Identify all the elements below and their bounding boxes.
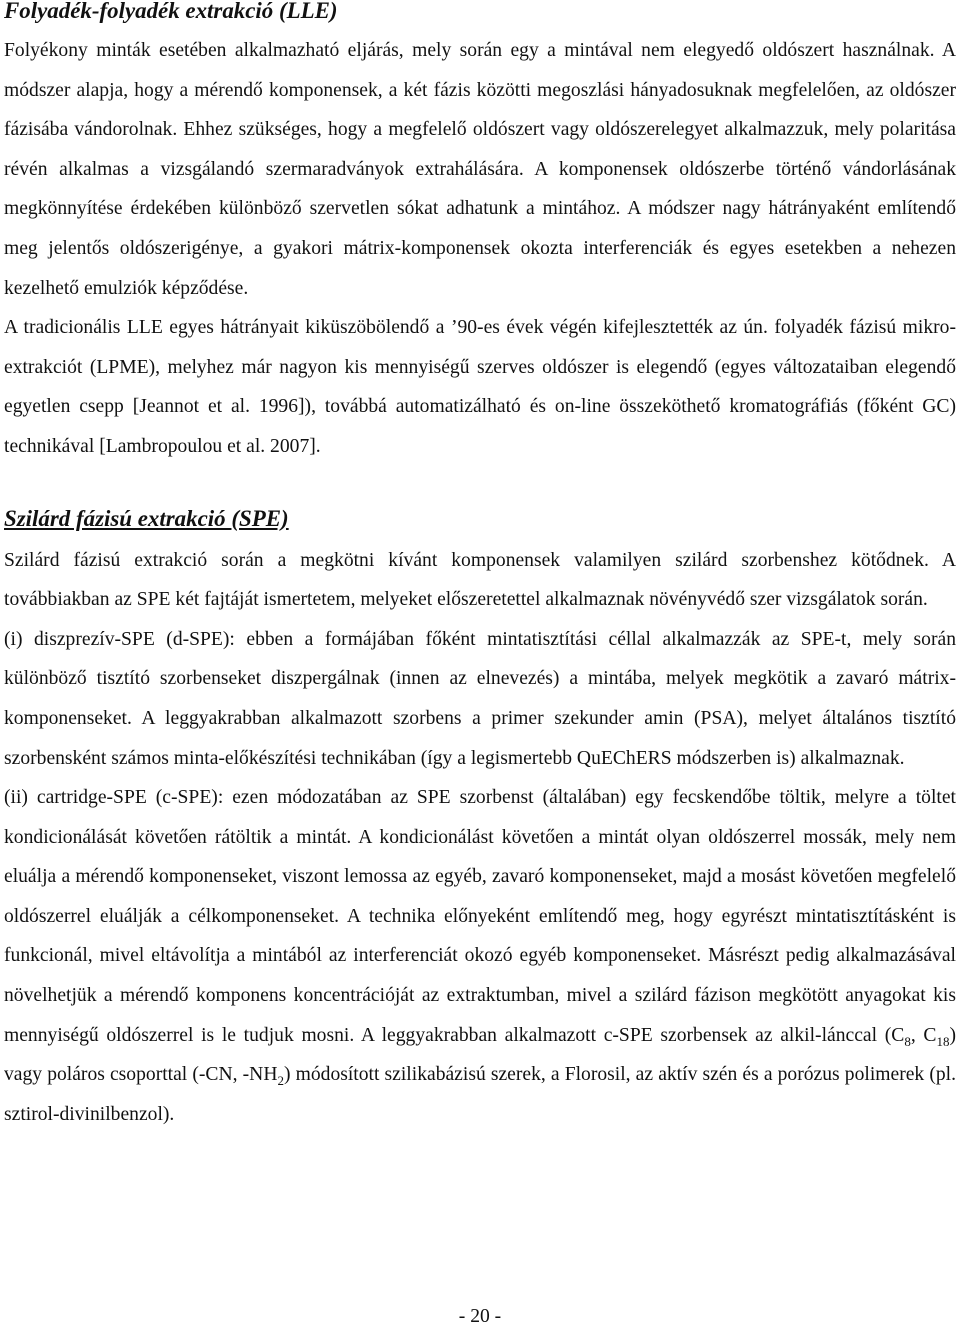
paragraph-spe-cspe: [4, 778, 956, 1134]
page-number: - 20 -: [458, 1306, 502, 1327]
paragraph-lle-1: Folyékony minták esetében alkalmazható eljárás, mely során egy a mintával nem elegyedő oldószert használnak. A módszer alapja, hogy a mérendő komponensek, a két fázis közötti megoszlási hányadosuknak megfelelően, az oldószer fázisába vándorolnak. Ehhez szükséges, hogy a megfelelő oldószert vagy oldószerelegyet alkalmazzuk, mely polaritása révén alkalmas a vizsgálandó szermaradványok extrahálására. A komponensek oldószerbe történő vándorlásának megkönnyítése érdekében különböző szervetlen sókat adhatunk a mintához. A módszer nagy hátrányaként említendő meg jelentős oldószerigénye, a gyakori mátrix-komponensek okozta interferenciák és egyes esetekben a nehezen kezelhető emulziók képződése.: [4, 40, 956, 299]
section-heading-spe: Szilárd fázisú extrakció (SPE): [4, 505, 289, 531]
subscript-18: 18: [936, 1033, 950, 1049]
paragraph-spe-1: Szilárd fázisú extrakció során a megkötni kívánt komponensek valamilyen szilárd szorbenshez kötődnek. A továbbiakban az SPE két fajtáját ismertetem, melyeket előszeretettel alkalmaznak növényvédő szer vizsgálatok során.: [4, 549, 956, 611]
subscript-8: 8: [904, 1033, 911, 1049]
section-body-spe: [4, 541, 956, 1135]
chem-text-mid1: , C: [910, 1024, 937, 1046]
paragraph-spe-dspe: (i) diszprezív-SPE (d-SPE): ebben a formájában főként mintatisztítási céllal alkalmazzák az SPE-t, mely során különböző tisztító szorbenseket diszpergálnak (innen az elnevezés) a mintába, melyek megkötik a zavaró mátrix-komponenseket. A leggyakrabban alkalmazott szorbens a primer szekunder amin (PSA), melyet általános tisztító szorbensként számos minta-előkészítési technikában (így a legismertebb QuEChERS módszerben is) alkalmaznak.: [4, 628, 956, 769]
subscript-2: 2: [277, 1073, 284, 1089]
chem-text-suffix: ) módosított szilikabázisú szerek, a Florosil, az aktív szén és a porózus polimerek (pl. sztirol-divinilbenzol).: [4, 1064, 956, 1125]
document-page: [4, 0, 956, 1134]
chem-text-prefix: lánccal (C: [821, 1024, 905, 1046]
section-heading-lle: Folyadék-folyadék extrakció (LLE): [4, 0, 338, 23]
chem-text-mid2: ) vagy poláros csoporttal (-CN, -NH: [4, 1024, 957, 1086]
section-body-lle: [4, 31, 956, 467]
paragraph-spe-cspe-text: (ii) cartridge-SPE (c-SPE): ezen módozatában az SPE szorbenst (általában) egy fecskendőbe töltik, melyre a töltet kondicionálását követően rátöltik a mintát. A kondicionálást követően a mintát olyan oldószerrel mossák, mely nem eluálja a mérendő komponenseket, viszont lemossa az egyéb, zavaró komponenseket, majd a mosást követően megfelelő oldószerrel eluálják a célkomponenseket. A technika előnyeként említendő meg, hogy egyrészt mintatisztításként is funkcionál, mivel eltávolítja a mintából az interferenciát okozó egyéb komponenseket. Másrészt pedig alkalmazásával növelhetjük a mérendő komponens koncentrációját az extraktumban, mivel a szilárd fázison megkötött anyagokat kis mennyiségű oldószerrel is le tudjuk mosni. A leggyakrabban alkalmazott c-SPE szorbensek az alkil-: [4, 787, 956, 1046]
paragraph-lle-2: A tradicionális LLE egyes hátrányait kiküszöbölendő a ’90-es évek végén kifejlesztették az ún. folyadék fázisú mikro-extrakciót (LPME), melyhez már nagyon kis mennyiségű szerves oldószer is elegendő (egyes változataiban elegendő egyetlen csepp [Jeannot et al. 1996]), továbbá automatizálható és on-line összeköthető kromatográfiás (főként GC) technikával [Lambropoulou et al. 2007].: [4, 317, 956, 457]
